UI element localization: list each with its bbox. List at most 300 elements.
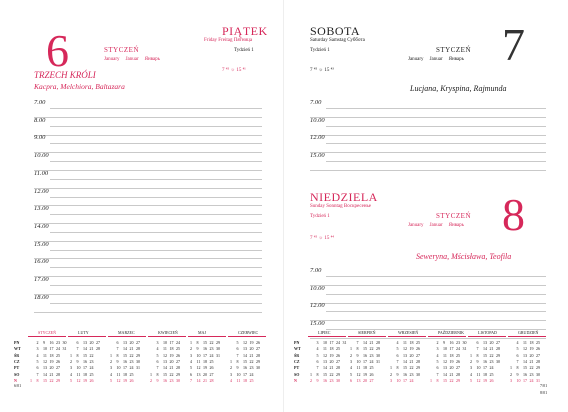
calendar-date: 25 [369,365,374,371]
calendar-date: 8 [236,358,239,364]
calendar-date: 3 [230,371,232,377]
calendar-date: 18 [243,377,247,383]
writing-line[interactable] [34,205,262,206]
calendar-date: 12 [116,377,121,383]
calendar-date: 18 [449,352,454,358]
calendar-date: 10 [236,371,241,377]
calendar-date: 16 [123,358,127,364]
calendar-month-name: STYCZEŃ [38,330,56,335]
calendar-date: 25 [176,346,180,352]
hour-label: 9.00 [34,134,46,142]
calendar-date: 13 [196,371,201,377]
calendar-date: 25 [536,340,540,345]
writing-line[interactable] [34,258,262,259]
calendar-date: 12 [476,377,481,383]
calendar-date: 31 [216,352,220,358]
writing-line[interactable] [50,232,262,233]
day-number-sunday: 8 [502,189,525,240]
calendar-date: 14 [443,371,447,377]
calendar-date: 19 [409,346,414,352]
calendar-date: 23 [169,377,174,383]
calendar-date: 27 [256,346,260,352]
calendar-date: 27 [369,377,374,383]
writing-line[interactable] [34,312,262,313]
calendar-date: 5 [156,352,159,358]
writing-line[interactable] [310,303,546,304]
calendar-date: 30 [416,371,420,377]
calendar-date: 18 [169,346,174,352]
calendar-date: 3 [316,340,319,345]
calendar-date: 27 [536,352,540,358]
week-number: Tydzień 1 [234,48,254,53]
writing-line[interactable] [310,320,546,321]
calendar-date: 9 [76,358,79,364]
calendar-date: 29 [496,352,500,358]
calendar-date: 25 [336,346,340,352]
month-translations [104,57,166,63]
calendar-date: 21 [49,371,54,377]
calendar-date: 28 [376,340,380,345]
calendar-date: 16 [449,340,454,345]
calendar-date: 20 [203,371,207,377]
writing-line[interactable] [50,143,262,144]
calendar-date: 22 [169,371,174,377]
calendar-date: 24 [489,365,494,371]
calendar-date: 10 [116,365,121,371]
calendar-month-rule [348,336,386,337]
calendar-date: 17 [203,352,207,358]
week-number-sunday: Tydzień 1 [310,214,330,219]
calendar-date: 21 [249,352,254,358]
calendar-date: 16 [243,365,247,371]
calendar-date: 18 [409,340,414,345]
month-name-sunday: STYCZEŃ [436,212,471,220]
calendar-date: 5 [70,377,72,383]
page-reference-top: 7/01 [540,383,548,388]
calendar-day-label: WT [14,346,21,352]
month-translations-sunday [408,223,470,229]
calendar-date: 11 [236,377,241,383]
calendar-day-label: PN [14,340,20,345]
calendar-date: 27 [336,358,340,364]
sunrise-sunset-saturday: 7 ⁴⁵ ☼ 15 ⁴³ [310,68,334,73]
calendar-date: 25 [209,358,214,364]
calendar-date: 26 [256,340,260,345]
writing-line[interactable] [310,152,546,153]
calendar-date: 14 [523,358,527,364]
calendar-date: 28 [496,346,500,352]
calendar-date: 17 [243,371,247,377]
calendar-date: 27 [56,365,60,371]
writing-line[interactable] [50,126,262,127]
calendar-month-name: MAJ [198,330,207,335]
writing-line[interactable] [326,294,546,295]
calendar-date: 10 [476,365,481,371]
calendar-date: 11 [116,371,121,377]
calendar-date: 8 [356,346,359,352]
calendar-date: 15 [43,377,47,383]
calendar-date: 20 [49,365,54,371]
calendar-date: 13 [356,377,361,383]
month-translation-en: January [104,57,120,62]
calendar-date: 29 [536,365,540,371]
calendar-date: 16 [323,377,327,383]
writing-line[interactable] [326,276,546,277]
calendar-date: 8 [476,352,479,358]
calendar-day-label: PT [294,365,300,371]
calendar-date: 7 [36,371,39,377]
calendar-date: 28 [336,365,340,371]
calendar-date: 4 [36,352,39,358]
calendar-date: 15 [243,358,247,364]
month-translation-de: Januar [429,223,443,228]
calendar-date: 14 [196,377,201,383]
hour-label: 8.00 [34,116,46,124]
calendar-date: 8 [316,371,319,377]
calendar-date: 28 [456,371,460,377]
calendar-date: 4 [230,377,232,383]
calendar-date: 30 [536,371,540,377]
calendar-date: 3 [110,365,112,371]
calendar-date: 5 [316,352,319,358]
calendar-date: 9 [443,340,445,345]
calendar-date: 9 [316,377,319,383]
calendar-month-name: PAŹDZIERNIK [438,330,465,335]
calendar-date: 22 [249,358,254,364]
calendar-date: 21 [169,365,174,371]
calendar-date: 3 [190,352,192,358]
calendar-date: 23 [56,340,60,345]
calendar-date: 20 [329,358,334,364]
writing-line[interactable] [326,143,546,144]
calendar-date: 28 [176,365,180,371]
calendar-date: 21 [529,358,534,364]
writing-line[interactable] [50,303,262,304]
calendar-date: 26 [56,358,60,364]
day-name-saturday: SOBOTA [310,24,361,38]
calendar-date: 30 [496,358,500,364]
hour-label: 16.00 [34,258,49,266]
calendar-date: 11 [523,340,527,345]
right-page [284,0,568,412]
calendar-date: 21 [449,371,454,377]
calendar-date: 18 [363,365,367,371]
calendar-date: 14 [243,352,247,358]
calendar-date: 24 [129,365,134,371]
calendar-date: 28 [416,358,420,364]
calendar-month-name: CZERWIEC [238,330,259,335]
calendar-date: 1 [350,346,352,352]
calendar-date: 29 [216,340,220,345]
calendar-date: 11 [476,371,481,377]
calendar-date: 13 [43,365,47,371]
month-translation-en: January [408,223,424,228]
calendar-date: 12 [443,358,447,364]
writing-line[interactable] [310,285,546,286]
writing-line[interactable] [34,241,262,242]
calendar-date: 1 [230,358,232,364]
calendar-date: 19 [449,358,454,364]
calendar-date: 4 [516,340,519,345]
calendar-date: 21 [409,358,414,364]
calendar-month-rule [308,336,346,337]
calendar-date: 6 [236,346,239,352]
hour-label: 7.00 [310,267,322,274]
calendar-date: 23 [209,346,214,352]
writing-line[interactable] [326,161,546,162]
calendar-date: 14 [123,346,127,352]
calendar-date: 15 [523,365,527,371]
calendar-date: 21 [329,365,334,371]
calendar-date: 4 [350,365,352,371]
day-translations: Friday Freitag Пятница [204,38,253,43]
hour-label: 11.00 [34,169,49,177]
calendar-date: 24 [209,352,214,358]
writing-line[interactable] [310,135,546,136]
calendar-date: 23 [456,340,460,345]
writing-line[interactable] [326,126,546,127]
calendar-day-label: PN [294,340,300,345]
calendar-date: 13 [403,352,407,358]
calendar-month-rule [28,336,66,337]
calendar-date: 19 [83,377,87,383]
calendar-date: 22 [89,352,94,358]
writing-line[interactable] [34,152,262,153]
calendar-date: 7 [116,346,119,352]
calendar-date: 18 [123,371,127,377]
writing-line[interactable] [50,179,262,180]
calendar-date: 6 [116,340,119,345]
calendar-date: 3 [36,346,39,352]
calendar-date: 19 [249,340,254,345]
calendar-date: 2 [390,371,392,377]
writing-line[interactable] [34,223,262,224]
calendar-date: 5 [36,358,39,364]
calendar-date: 6 [316,358,319,364]
calendar-date: 2 [70,358,72,364]
calendar-date: 5 [470,377,472,383]
calendar-date: 4 [156,346,159,352]
calendar-date: 3 [156,340,159,345]
mini-calendar-h1 [14,330,272,390]
calendar-date: 14 [43,371,47,377]
calendar-date: 24 [249,371,254,377]
calendar-date: 16 [83,358,87,364]
mini-calendar-h2 [294,330,552,390]
calendar-date: 7 [476,346,479,352]
calendar-date: 7 [156,365,159,371]
calendar-date: 17 [403,377,407,383]
month-translations-saturday [408,57,470,63]
calendar-date: 12 [196,365,201,371]
calendar-date: 17 [49,346,54,352]
writing-line[interactable] [50,214,262,215]
calendar-day-label: ŚR [294,352,300,358]
calendar-date: 26 [369,371,374,377]
calendar-date: 24 [369,358,374,364]
writing-line[interactable] [34,135,262,136]
calendar-date: 23 [249,365,254,371]
calendar-date: 6 [476,340,479,345]
calendar-date: 11 [76,371,81,377]
calendar-month-name: SIERPIEŃ [358,330,376,335]
calendar-day-label: CZ [14,358,20,364]
hour-label: 12.00 [310,134,325,142]
day-name: PIĄTEK [222,24,268,38]
writing-line[interactable] [50,285,262,286]
calendar-date: 12 [356,371,361,377]
calendar-date: 18 [329,346,334,352]
calendar-date: 28 [256,352,260,358]
calendar-date: 5 [190,365,192,371]
day-translations-sunday: Sunday Sonntag Воскресенье [310,204,372,209]
calendar-date: 29 [56,377,60,383]
calendar-date: 9 [516,371,519,377]
calendar-date: 20 [89,340,94,345]
month-translation-ru: Январь [448,57,464,62]
calendar-date: 28 [136,346,140,352]
calendar-date: 6 [436,365,439,371]
calendar-date: 30 [62,340,67,345]
calendar-date: 19 [483,377,487,383]
writing-line[interactable] [50,161,262,162]
hour-label: 12.00 [34,187,49,195]
calendar-date: 23 [89,358,94,364]
page-reference-bottom: 8/01 [540,390,548,395]
calendar-date: 10 [323,340,327,345]
writing-line[interactable] [50,250,262,251]
calendar-date: 27 [96,340,100,345]
calendar-date: 29 [136,352,140,358]
calendar-date: 30 [336,377,340,383]
calendar-date: 11 [43,352,47,358]
writing-line[interactable] [34,170,262,171]
calendar-month-name: LIPIEC [318,330,331,335]
calendar-date: 24 [409,377,414,383]
calendar-date: 13 [83,340,87,345]
calendar-month-rule [228,336,266,337]
writing-line[interactable] [310,117,546,118]
calendar-date: 8 [36,377,39,383]
calendar-date: 11 [403,340,407,345]
calendar-date: 28 [56,371,60,377]
writing-line[interactable] [326,108,546,109]
calendar-date: 13 [163,358,167,364]
calendar-date: 31 [136,365,140,371]
calendar-date: 4 [470,371,472,377]
writing-line[interactable] [50,267,262,268]
calendar-date: 14 [483,346,487,352]
calendar-date: 1 [430,377,432,383]
calendar-date: 23 [409,371,414,377]
calendar-date: 12 [163,352,167,358]
calendar-date: 18 [49,352,54,358]
calendar-date: 24 [456,346,460,352]
calendar-date: 10 [76,365,81,371]
calendar-day-label: SO [294,371,300,377]
writing-line[interactable] [50,197,262,198]
writing-line[interactable] [310,170,546,171]
calendar-date: 10 [163,340,167,345]
writing-line[interactable] [34,294,262,295]
calendar-date: 15 [123,352,127,358]
calendar-date: 20 [449,365,454,371]
writing-line[interactable] [34,188,262,189]
calendar-date: 30 [176,377,180,383]
calendar-date: 19 [329,352,334,358]
calendar-date: 11 [443,352,447,358]
calendar-date: 1 [110,352,112,358]
calendar-date: 10 [443,346,447,352]
calendar-date: 16 [49,340,54,345]
calendar-date: 17 [449,346,454,352]
calendar-date: 22 [49,377,54,383]
calendar-date: 4 [436,352,439,358]
calendar-date: 16 [363,352,367,358]
calendar-date: 6 [350,377,352,383]
calendar-date: 21 [369,340,374,345]
calendar-date: 6 [156,358,159,364]
calendar-date: 2 [436,340,439,345]
hour-label: 18.00 [34,293,49,301]
calendar-date: 25 [249,377,254,383]
writing-line[interactable] [50,108,262,109]
hour-label: 15.00 [34,240,49,248]
writing-line[interactable] [326,311,546,312]
hour-label: 17.00 [34,276,49,283]
calendar-date: 9 [116,358,119,364]
calendar-date: 9 [356,352,359,358]
calendar-date: 11 [323,346,327,352]
calendar-date: 9 [196,346,199,352]
month-translation-en: January [408,57,424,62]
calendar-date: 10 [43,346,47,352]
calendar-date: 20 [489,340,494,345]
calendar-date: 25 [89,371,94,377]
calendar-date: 30 [256,365,260,371]
calendar-date: 25 [56,352,60,358]
calendar-date: 31 [536,377,540,383]
calendar-date: 22 [369,346,374,352]
calendar-date: 13 [123,340,127,345]
hour-label: 10.00 [310,284,325,292]
calendar-date: 29 [456,377,460,383]
calendar-date: 30 [136,358,140,364]
calendar-date: 24 [89,365,94,371]
calendar-date: 13 [523,352,527,358]
calendar-date: 2 [350,352,352,358]
calendar-date: 23 [329,377,334,383]
calendar-date: 7 [396,358,399,364]
calendar-date: 15 [83,352,87,358]
calendar-date: 15 [163,371,167,377]
calendar-day-label: ŚR [14,352,20,358]
calendar-date: 4 [110,371,112,377]
calendar-date: 24 [176,340,180,345]
calendar-date: 10 [516,377,521,383]
calendar-date: 6 [396,352,399,358]
writing-line[interactable] [34,276,262,277]
calendar-date: 2 [470,358,472,364]
calendar-day-label: N [14,377,17,383]
calendar-date: 2 [36,340,39,345]
calendar-date: 11 [196,358,201,364]
calendar-date: 27 [416,352,420,358]
calendar-date: 5 [396,346,399,352]
writing-line[interactable] [34,117,262,118]
month-translation-ru: Январь [448,223,464,228]
calendar-date: 20 [529,352,534,358]
